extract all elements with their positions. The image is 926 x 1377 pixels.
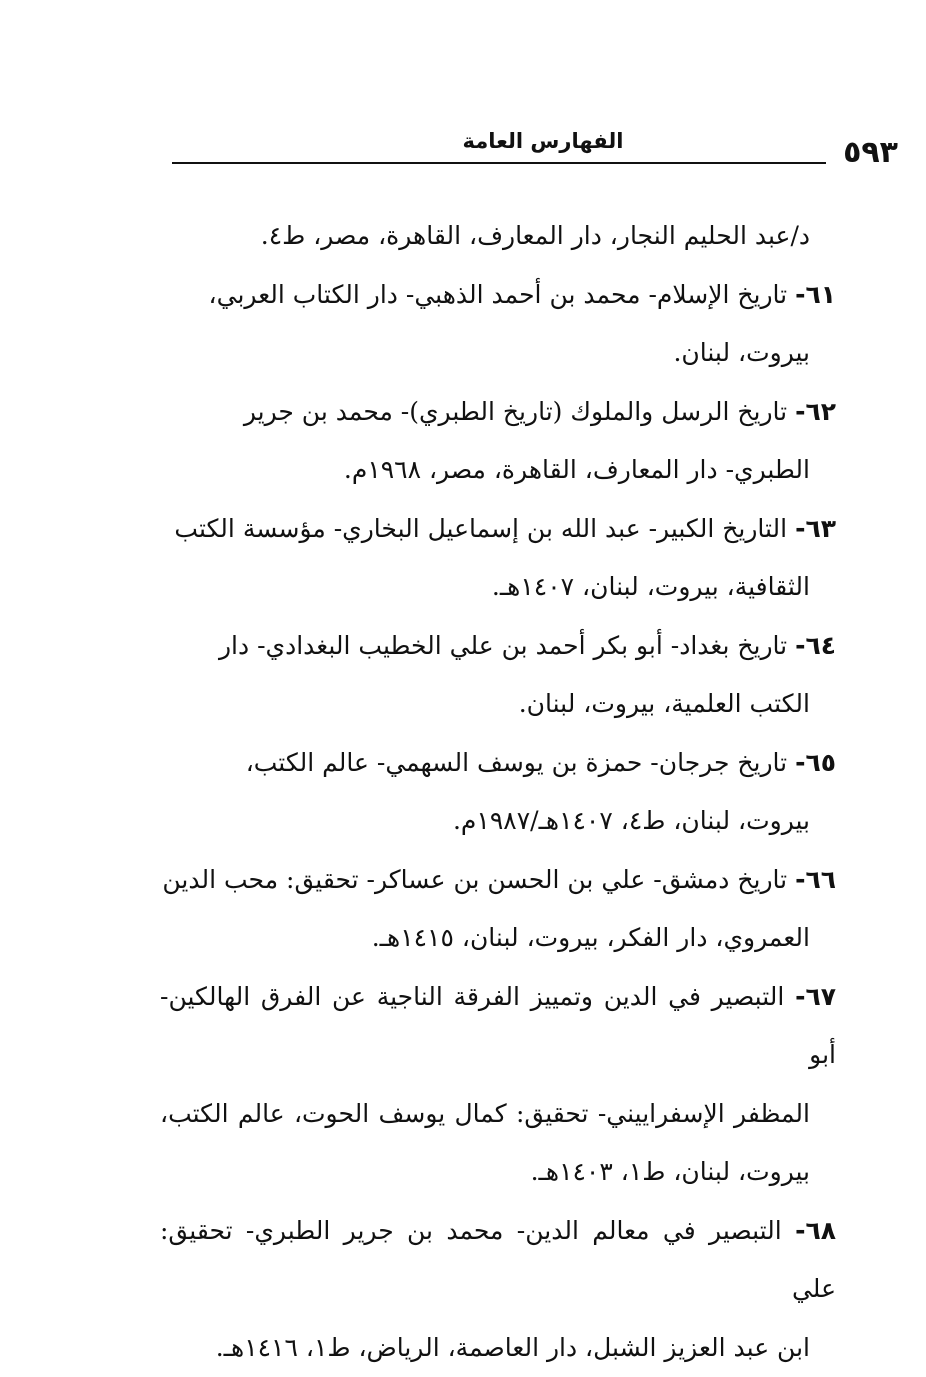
entry-text: تاريخ الإسلام- محمد بن أحمد الذهبي- دار الكتاب العربي،	[209, 280, 788, 309]
entry-text-continued: ابن عبد العزيز الشبل، دار العاصمة، الرياض، ط١، ١٤١٦هـ.	[160, 1319, 836, 1377]
bibliography-entry	[160, 968, 836, 1202]
entry-text: تاريخ جرجان- حمزة بن يوسف السهمي- عالم الكتب،	[246, 748, 787, 777]
bibliography-entry	[160, 383, 836, 500]
bibliography-entry	[160, 851, 836, 968]
bibliography-entry	[160, 617, 836, 734]
entry-number: ٦١-	[795, 280, 836, 309]
entry-number: ٦٥-	[795, 748, 836, 777]
bibliography-entry	[160, 500, 836, 617]
entry-text: تاريخ دمشق- علي بن الحسن بن عساكر- تحقيق: محب الدين	[162, 865, 787, 894]
entry-text: التبصير في معالم الدين- محمد بن جرير الطبري- تحقيق: علي	[160, 1216, 836, 1304]
bibliography-entry	[160, 734, 836, 851]
running-title: الفهارس العامة	[172, 126, 904, 156]
entry-number: ٦٧-	[795, 982, 836, 1011]
entry-number: ٦٣-	[795, 514, 836, 543]
page-number: ٥٩٣	[843, 138, 898, 168]
entry-text-continued: الطبري- دار المعارف، القاهرة، مصر، ١٩٦٨م.	[160, 441, 836, 500]
entry-number: ٦٦-	[795, 865, 836, 894]
bibliography-entry	[160, 1202, 836, 1377]
entry-text-continued: الكتب العلمية، بيروت، لبنان.	[160, 675, 836, 734]
bibliography-list	[160, 207, 836, 1377]
entry-text: تاريخ بغداد- أبو بكر أحمد بن علي الخطيب البغدادي- دار	[219, 631, 787, 660]
bibliography-entry	[160, 266, 836, 383]
header-rule	[172, 162, 826, 164]
continuation-text: د/عبد الحليم النجار، دار المعارف، القاهرة، مصر، ط٤.	[160, 207, 836, 266]
entry-number: ٦٨-	[795, 1216, 836, 1245]
entry-number: ٦٤-	[795, 631, 836, 660]
running-header	[172, 126, 904, 166]
entry-text-continued: بيروت، لبنان، ط٤، ١٤٠٧هـ/١٩٨٧م.	[160, 792, 836, 851]
entry-text: تاريخ الرسل والملوك (تاريخ الطبري)- محمد بن جرير	[244, 397, 787, 426]
entry-text-continued: المظفر الإسفراييني- تحقيق: كمال يوسف الحوت، عالم الكتب، بيروت، لبنان، ط١، ١٤٠٣هـ.	[160, 1085, 836, 1202]
entry-text-continued: الثقافية، بيروت، لبنان، ١٤٠٧هـ.	[160, 558, 836, 617]
entry-text-continued: العمروي، دار الفكر، بيروت، لبنان، ١٤١٥هـ.	[160, 909, 836, 968]
entry-text: التاريخ الكبير- عبد الله بن إسماعيل البخاري- مؤسسة الكتب	[174, 514, 787, 543]
entry-number: ٦٢-	[795, 397, 836, 426]
entry-text: التبصير في الدين وتمييز الفرقة الناجية عن الفرق الهالكين- أبو	[160, 982, 836, 1070]
entry-text-continued: بيروت، لبنان.	[160, 324, 836, 383]
